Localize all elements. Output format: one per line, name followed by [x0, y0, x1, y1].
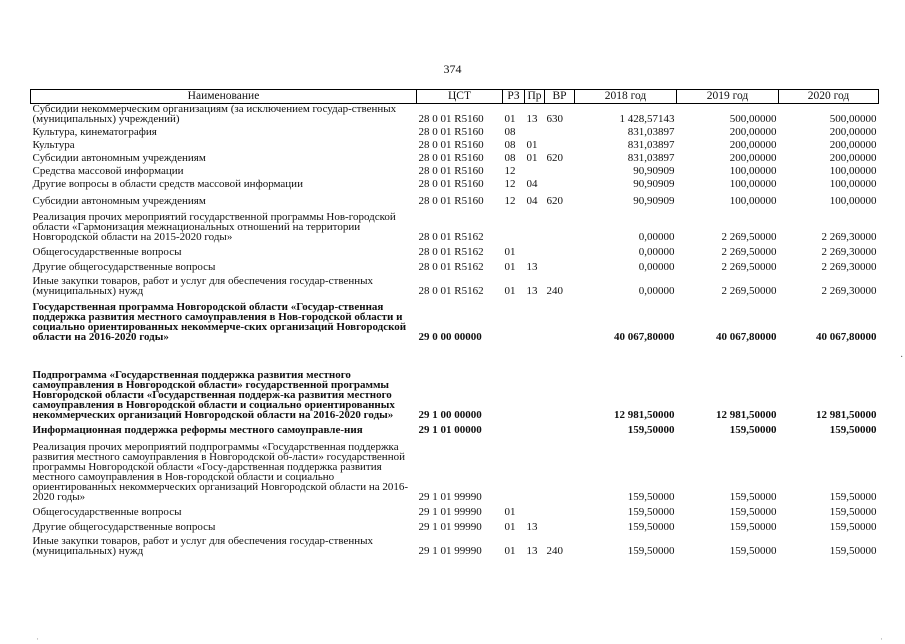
page-number: 374	[443, 62, 462, 76]
row-vr	[545, 342, 575, 420]
row-2020: 200,00000	[829, 152, 877, 164]
table-row	[31, 189, 879, 206]
row-csr: 29 1 00 00000	[418, 409, 482, 421]
row-name: Подпрограмма «Государственная поддержка развития местного самоуправления в Новгородской области» государственной программы Новгородской области «Государственная поддерж-ка развития местного самоуправления в Новгородской области и социально ориентированных некоммерческих организаций Новгородской области на 2016-2020 годы»	[32, 369, 395, 421]
table-row	[31, 435, 879, 502]
table-row	[31, 420, 879, 435]
row-2018: 1 428,57143	[619, 113, 675, 125]
row-name: Субсидии автономным учреждениям	[32, 152, 206, 164]
table-row	[31, 272, 879, 296]
header-csr: ЦСТ	[417, 90, 503, 104]
row-2019: 159,50000	[729, 521, 777, 533]
row-2019: 2 269,50000	[721, 261, 777, 273]
row-csr: 29 1 01 99990	[418, 506, 482, 518]
table-header-row	[31, 90, 879, 104]
row-2019: 12 981,50000	[716, 409, 777, 421]
row-2018: 159,50000	[627, 521, 675, 533]
table-row	[31, 137, 879, 150]
header-vr: ВР	[545, 90, 575, 104]
row-vr: 630	[546, 113, 563, 125]
row-name: Другие вопросы в области средств массовой информации	[32, 178, 303, 190]
row-2018: 159,50000	[627, 491, 675, 503]
row-2020: 159,50000	[829, 521, 877, 533]
row-2019: 159,50000	[729, 506, 777, 518]
row-vr	[545, 502, 575, 517]
table-row	[31, 502, 879, 517]
row-2020: 500,00000	[829, 113, 877, 125]
table-row	[31, 517, 879, 532]
row-2020: 2 269,30000	[821, 285, 877, 297]
row-pr	[525, 163, 545, 176]
row-vr	[545, 163, 575, 176]
row-2019: 100,00000	[729, 165, 777, 177]
row-name: Реализация прочих мероприятий подпрограммы «Государственная поддержка развития местного самоуправления в Новгородской об-ласти» государственной программы Новгородской области «Госу-дарственная поддержка развития местного самоуправления в Нов-городской области и социально ориентированных некоммерческих организаций Новгородской области на 2016-2020 годы»	[32, 441, 409, 503]
row-2019: 2 269,50000	[721, 231, 777, 243]
row-2020: 100,00000	[829, 178, 877, 190]
row-name: Общегосударственные вопросы	[32, 246, 182, 258]
row-pr	[525, 206, 545, 242]
row-pr: 04	[526, 178, 538, 190]
table-row	[31, 150, 879, 163]
row-rz: 01	[504, 285, 516, 297]
row-csr: 28 0 01 R5160	[418, 152, 484, 164]
row-csr: 28 0 01 R5160	[418, 165, 484, 177]
row-csr: 28 0 01 R5160	[418, 139, 484, 151]
row-vr: 240	[546, 285, 563, 297]
row-2019: 2 269,50000	[721, 246, 777, 258]
bottom-left-mark: ·	[36, 634, 39, 644]
row-pr	[525, 296, 545, 342]
row-rz: 01	[504, 521, 516, 533]
row-rz: 01	[504, 545, 516, 557]
row-rz	[503, 206, 525, 242]
row-name: Иные закупки товаров, работ и услуг для обеспечения государ-ственных (муниципальных) нужд	[32, 275, 374, 297]
row-pr: 13	[526, 545, 538, 557]
table-row	[31, 176, 879, 189]
table-body	[31, 104, 879, 557]
budget-table	[30, 89, 879, 556]
row-rz	[503, 420, 525, 435]
row-rz	[503, 435, 525, 502]
row-2019: 500,00000	[729, 113, 777, 125]
row-pr: 04	[526, 195, 538, 207]
row-2018: 831,03897	[627, 126, 675, 138]
row-csr: 29 1 01 99990	[418, 521, 482, 533]
row-2018: 0,00000	[638, 261, 675, 273]
row-name: Субсидии автономным учреждениям	[32, 195, 206, 207]
header-rz: РЗ	[503, 90, 525, 104]
row-csr: 28 0 01 R5162	[418, 231, 484, 243]
row-name: Реализация прочих мероприятий государственной программы Нов-городской области «Гармонизация межнациональных отношений на территории Новгородской области на 2015-2020 годы»	[32, 211, 396, 243]
row-rz: 08	[504, 126, 516, 138]
row-rz: 12	[504, 165, 516, 177]
row-rz: 01	[504, 261, 516, 273]
row-2018: 12 981,50000	[614, 409, 675, 421]
row-2019: 40 067,80000	[716, 331, 777, 343]
row-vr	[545, 242, 575, 257]
row-2018: 90,90909	[633, 195, 675, 207]
row-vr	[545, 435, 575, 502]
row-name: Культура	[32, 139, 75, 151]
row-2019: 100,00000	[729, 195, 777, 207]
row-name: Другие общегосударственные вопросы	[32, 521, 216, 533]
row-name: Субсидии некоммерческим организациям (за исключением государ-ственных (муниципальных) учреждений)	[32, 103, 397, 125]
row-2020: 100,00000	[829, 195, 877, 207]
row-name: Иные закупки товаров, работ и услуг для обеспечения государ-ственных (муниципальных) нужд	[32, 535, 374, 557]
row-vr	[545, 176, 575, 189]
table-row	[31, 206, 879, 242]
row-name: Культура, кинематография	[32, 126, 157, 138]
row-2018: 90,90909	[633, 165, 675, 177]
row-2020: 2 269,30000	[821, 261, 877, 273]
row-csr: 29 1 01 00000	[418, 424, 482, 436]
row-2020: 200,00000	[829, 126, 877, 138]
header-pr: Пр	[525, 90, 545, 104]
row-vr	[545, 296, 575, 342]
header-2019: 2019 год	[677, 90, 779, 104]
header-name: Наименование	[31, 90, 417, 104]
row-csr: 29 1 01 99990	[418, 545, 482, 557]
table-row	[31, 163, 879, 176]
row-csr: 28 0 01 R5162	[418, 285, 484, 297]
row-2018: 0,00000	[638, 231, 675, 243]
row-vr	[545, 420, 575, 435]
row-vr: 620	[546, 195, 563, 207]
row-csr: 28 0 01 R5162	[418, 246, 484, 258]
row-2018: 159,50000	[627, 545, 675, 557]
row-rz: 08	[504, 139, 516, 151]
row-csr: 28 0 01 R5162	[418, 261, 484, 273]
row-rz	[503, 296, 525, 342]
row-2018: 831,03897	[627, 139, 675, 151]
row-2019: 100,00000	[729, 178, 777, 190]
row-2019: 200,00000	[729, 139, 777, 151]
row-pr: 13	[526, 113, 538, 125]
row-2020: 2 269,30000	[821, 246, 877, 258]
row-2020: 159,50000	[829, 545, 877, 557]
row-2018: 40 067,80000	[614, 331, 675, 343]
row-2020: 159,50000	[829, 424, 877, 436]
row-pr: 13	[526, 285, 538, 297]
table-row	[31, 242, 879, 257]
row-2018: 90,90909	[633, 178, 675, 190]
row-csr: 28 0 01 R5160	[418, 113, 484, 125]
row-rz: 08	[504, 152, 516, 164]
row-pr	[525, 435, 545, 502]
row-rz: 12	[504, 195, 516, 207]
row-2020: 200,00000	[829, 139, 877, 151]
row-2018: 159,50000	[627, 424, 675, 436]
row-csr: 29 1 01 99990	[418, 491, 482, 503]
margin-dot: ·	[900, 352, 904, 363]
table-row	[31, 257, 879, 272]
row-2020: 12 981,50000	[816, 409, 877, 421]
row-rz: 01	[504, 506, 516, 518]
row-vr	[545, 137, 575, 150]
row-pr	[525, 502, 545, 517]
row-2019: 159,50000	[729, 424, 777, 436]
header-2020: 2020 год	[779, 90, 879, 104]
row-rz: 01	[504, 246, 516, 258]
row-name: Другие общегосударственные вопросы	[32, 261, 216, 273]
bottom-right-mark: ·	[880, 634, 883, 644]
row-pr: 13	[526, 521, 538, 533]
row-2018: 0,00000	[638, 246, 675, 258]
row-csr: 28 0 01 R5160	[418, 195, 484, 207]
row-2018: 159,50000	[627, 506, 675, 518]
row-vr: 620	[546, 152, 563, 164]
row-name: Средства массовой информации	[32, 165, 184, 177]
row-2019: 159,50000	[729, 491, 777, 503]
table-row	[31, 342, 879, 420]
row-2020: 159,50000	[829, 491, 877, 503]
row-2020: 40 067,80000	[816, 331, 877, 343]
row-name: Общегосударственные вопросы	[32, 506, 182, 518]
row-rz: 01	[504, 113, 516, 125]
row-pr: 01	[526, 152, 538, 164]
row-vr	[545, 517, 575, 532]
row-rz	[503, 342, 525, 420]
row-name: Информационная поддержка реформы местного самоуправле-ния	[32, 424, 363, 436]
row-2020: 2 269,30000	[821, 231, 877, 243]
row-vr: 240	[546, 545, 563, 557]
table-row	[31, 124, 879, 137]
row-vr	[545, 124, 575, 137]
row-2018: 831,03897	[627, 152, 675, 164]
table-row	[31, 532, 879, 556]
row-rz: 12	[504, 178, 516, 190]
table-row	[31, 104, 879, 125]
row-2020: 100,00000	[829, 165, 877, 177]
row-2019: 200,00000	[729, 152, 777, 164]
row-2019: 159,50000	[729, 545, 777, 557]
row-name: Государственная программа Новгородской области «Государ-ственная поддержка развития местного самоуправления в Нов-городской области и социально ориентированных некоммерче-ских организаций Новгородской области на 2016-2020 годы»	[32, 301, 407, 343]
header-2018: 2018 год	[575, 90, 677, 104]
row-pr	[525, 342, 545, 420]
row-pr	[525, 242, 545, 257]
table-row	[31, 296, 879, 342]
row-pr	[525, 124, 545, 137]
row-2019: 200,00000	[729, 126, 777, 138]
row-2019: 2 269,50000	[721, 285, 777, 297]
row-csr: 29 0 00 00000	[418, 331, 482, 343]
row-pr	[525, 420, 545, 435]
row-2020: 159,50000	[829, 506, 877, 518]
row-pr: 13	[526, 261, 538, 273]
row-pr: 01	[526, 139, 538, 151]
row-csr: 28 0 01 R5160	[418, 178, 484, 190]
row-vr	[545, 257, 575, 272]
row-2018: 0,00000	[638, 285, 675, 297]
row-csr: 28 0 01 R5160	[418, 126, 484, 138]
row-vr	[545, 206, 575, 242]
